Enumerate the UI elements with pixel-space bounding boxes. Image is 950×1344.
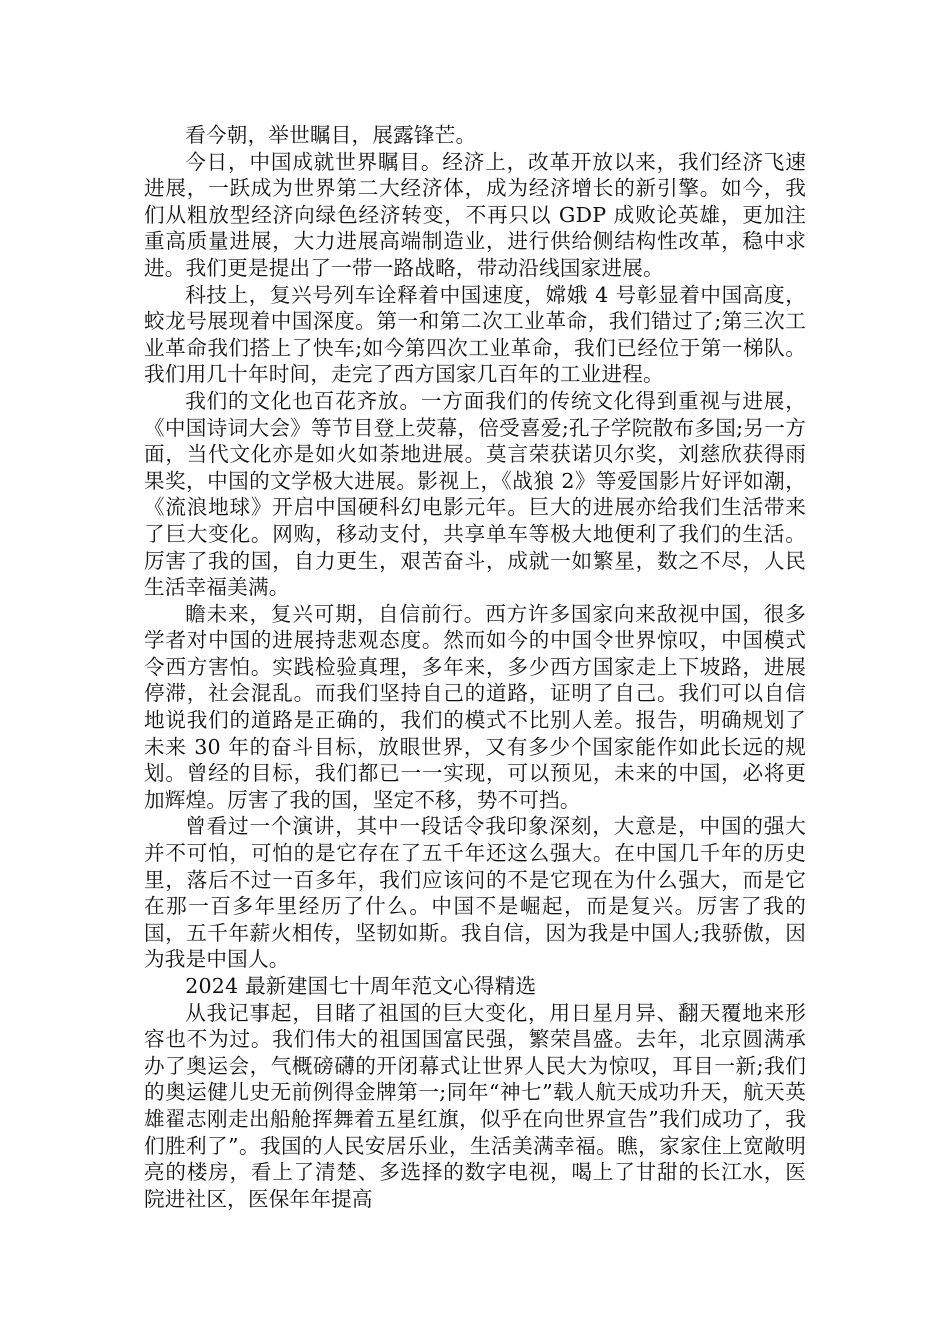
section-heading: 2024 最新建国七十周年范文心得精选 <box>185 974 537 998</box>
paragraph: 我们的文化也百花齐放。一方面我们的传统文化得到重视与进展，《中国诗词大会》等节目登上荧幕，倍受喜爱;孔子学院散布多国;另一方面，当代文化亦是如火如荼地进展。莫言荣获诺贝尔奖，刘慈欣获得雨果奖，中国的文学极大进展。影视上，《战狼 2》等爱国影片好评如潮，《流浪地球》开启中国硬科幻电影元年。巨大的进展亦给我们生活带来了巨大变化。网购，移动支付，共享单车等极大地便利了我们的生活。厉害了我的国，自力更生，艰苦奋斗，成就一如繁星，数之不尽，人民生活幸福美满。 <box>144 388 806 600</box>
paragraph: 看今朝，举世瞩目，展露锋芒。 <box>185 123 477 147</box>
paragraph: 曾看过一个演讲，其中一段话令我印象深刻，大意是，中国的强大并不可怕，可怕的是它存在了五千年还这么强大。在中国几千年的历史里，落后不过一百多年，我们应该问的不是它现在为什么强大，而是它在那一百多年里经历了什么。中国不是崛起，而是复兴。厉害了我的国，五千年薪火相传，坚韧如斯。我自信，因为我是中国人;我骄傲，因为我是中国人。 <box>144 814 806 972</box>
paragraph: 从我记事起，目睹了祖国的巨大变化，用日星月异、翻天覆地来形容也不为过。我们伟大的祖国国富民强，繁荣昌盛。去年，北京圆满承办了奥运会，气概磅礴的开闭幕式让世界人民大为惊叹，耳目一新;我们的奥运健儿史无前例得金牌第一;同年“神七”载人航天成功升天，航天英雄翟志刚走出船舱挥舞着五星红旗，似乎在向世界宣告”我们成功了，我们胜利了”。我国的人民安居乐业，生活美满幸福。瞧，家家住上宽敞明亮的楼房，看上了清楚、多选择的数字电视，喝上了甘甜的长江水，医院进社区，医保年年提高 <box>144 1000 806 1211</box>
paragraph: 今日，中国成就世界瞩目。经济上，改革开放以来，我们经济飞速进展，一跃成为世界第二大经济体，成为经济增长的新引擎。如今，我们从粗放型经济向绿色经济转变，不再只以 GDP 成败论英雄，更加注重高质量进展，大力进展高端制造业，进行供给侧结构性改革，稳中求进。我们更是提出了一带一路战略，带动沿线国家进展。 <box>144 149 806 280</box>
document-body <box>144 122 806 1212</box>
paragraph: 瞻未来，复兴可期，自信前行。西方许多国家向来敌视中国，很多学者对中国的进展持悲观态度。然而如今的中国令世界惊叹，中国模式令西方害怕。实践检验真理，多年来，多少西方国家走上下坡路，进展停滞，社会混乱。而我们坚持自己的道路，证明了自己。我们可以自信地说我们的道路是正确的，我们的模式不比别人差。报告，明确规划了未来 30 年的奋斗目标，放眼世界，又有多少个国家能作如此长远的规划。曾经的目标，我们都已一一实现，可以预见，未来的中国，必将更加辉煌。厉害了我的国，坚定不移，势不可挡。 <box>144 601 806 812</box>
paragraph: 科技上，复兴号列车诠释着中国速度，嫦娥 4 号彰显着中国高度，蛟龙号展现着中国深度。第一和第二次工业革命，我们错过了;第三次工业革命我们搭上了快车;如今第四次工业革命，我们已经位于第一梯队。我们用几十年时间，走完了西方国家几百年的工业进程。 <box>144 282 806 387</box>
